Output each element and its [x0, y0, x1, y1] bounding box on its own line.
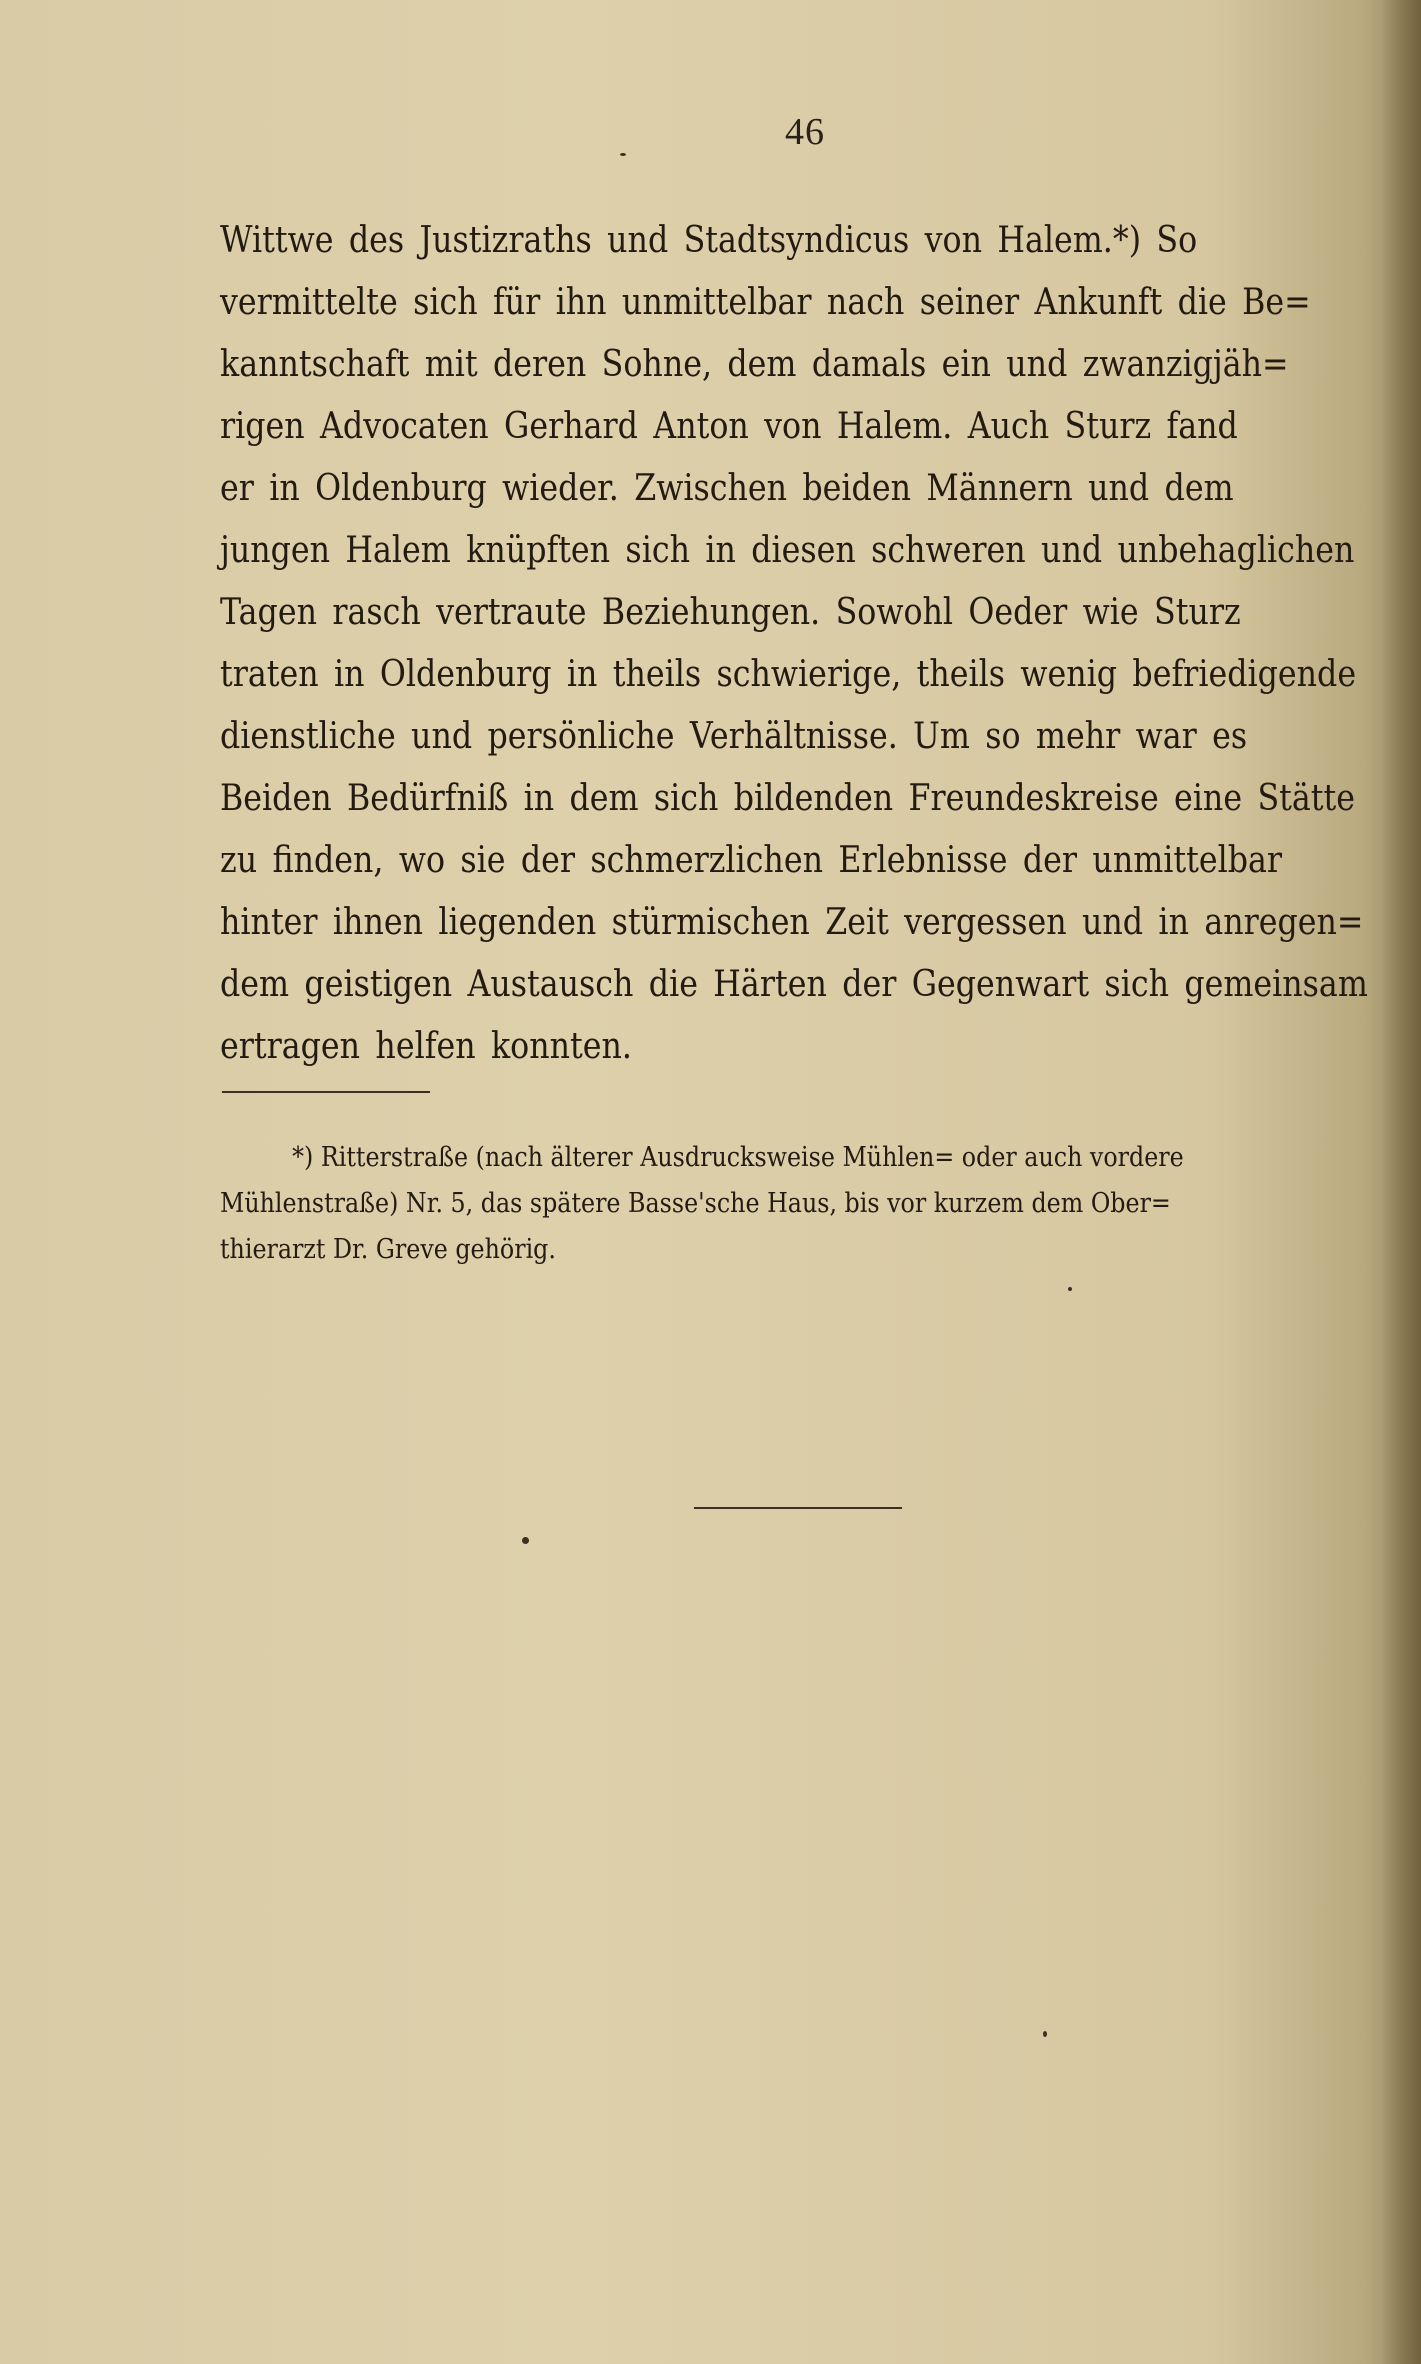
text-line: dem geistigen Austausch die Härten der Gegenwart sich gemeinsam: [220, 964, 1368, 1005]
footnote-line: Mühlenstraße) Nr. 5, das spätere Basse'sche Haus, bis vor kurzem dem Ober=: [220, 1188, 1171, 1219]
text-line: rigen Advocaten Gerhard Anton von Halem. Auch Sturz fand: [220, 406, 1238, 447]
text-line: kanntschaft mit deren Sohne, dem damals ein und zwanzigjäh=: [220, 344, 1289, 385]
footnote: [220, 1135, 1355, 1273]
text-line: hinter ihnen liegenden stürmischen Zeit vergessen und in anregen=: [220, 902, 1364, 943]
text-line: Wittwe des Justizraths und Stadtsyndicus von Halem.*) So: [220, 220, 1198, 261]
footnote-line: thierarzt Dr. Greve gehörig.: [220, 1234, 556, 1265]
text-line: Tagen rasch vertraute Beziehungen. Sowohl Oeder wie Sturz: [220, 592, 1241, 633]
paper-speck: [522, 1537, 529, 1544]
text-line: jungen Halem knüpften sich in diesen schweren und unbehaglichen: [220, 530, 1355, 571]
text-line: Beiden Bedürfniß in dem sich bildenden Freundeskreise eine Stätte: [220, 778, 1355, 819]
footnote-line: *) Ritterstraße (nach älterer Ausdrucksweise Mühlen= oder auch vordere: [292, 1142, 1184, 1173]
text-line: er in Oldenburg wieder. Zwischen beiden Männern und dem: [220, 468, 1234, 509]
text-line: zu finden, wo sie der schmerzlichen Erlebnisse der unmittelbar: [220, 840, 1283, 881]
footnote-separator-rule: [222, 1091, 430, 1093]
paper-speck: [1068, 1287, 1072, 1291]
paper-speck: [1043, 2031, 1047, 2037]
page-edge-shadow: [1381, 0, 1421, 2364]
text-line: dienstliche und persönliche Verhältnisse. Um so mehr war es: [220, 716, 1248, 757]
page-number: 46: [785, 111, 825, 153]
main-paragraph: [220, 210, 1368, 1078]
section-end-rule: [694, 1507, 902, 1509]
text-line: traten in Oldenburg in theils schwierige, theils wenig befriedigende: [220, 654, 1357, 695]
text-line: vermittelte sich für ihn unmittelbar nach seiner Ankunft die Be=: [220, 282, 1311, 323]
paper-speck: [620, 153, 626, 156]
text-line: ertragen helfen konnten.: [220, 1026, 632, 1067]
